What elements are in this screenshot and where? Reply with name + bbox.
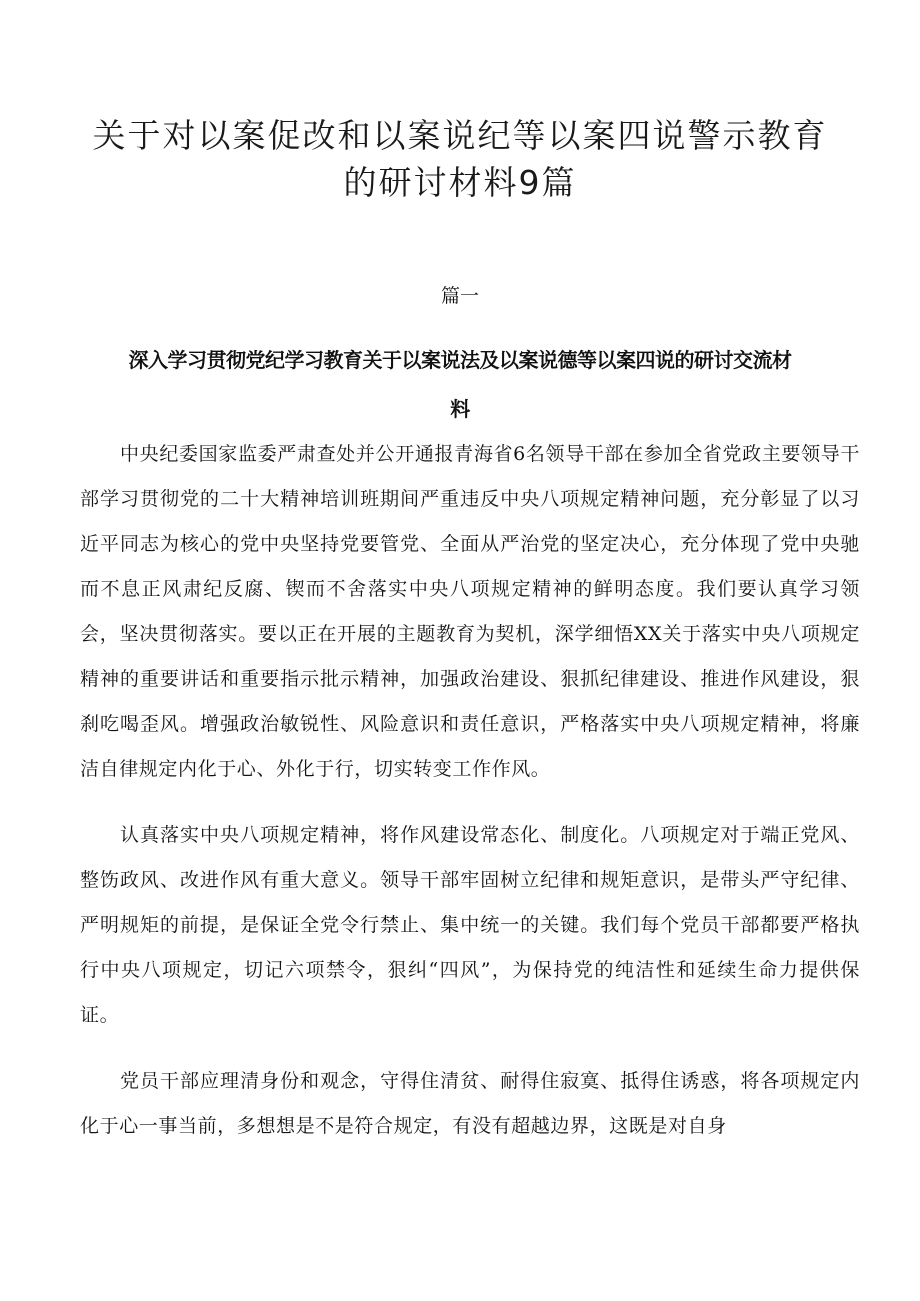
- document-title: 关于对以案促改和以案说纪等以案四说警示教育的研讨材料9篇: [92, 116, 828, 202]
- section-subtitle: 深入学习贯彻党纪学习教育关于以案说法及以案说德等以案四说的研讨交流材料: [128, 348, 792, 421]
- body-text: [80, 432, 860, 1149]
- part-label: 篇一: [440, 285, 479, 307]
- paragraph-1: 中央纪委国家监委严肃查处并公开通报青海省6名领导干部在参加全省党政主要领导干部学习贯彻党的二十大精神培训班期间严重违反中央八项规定精神问题，充分彰显了以习近平同志为核心的党中央坚持党要管党、全面从严治党的坚定决心，充分体现了党中央驰而不息正风肃纪反腐、锲而不舍落实中央八项规定精神的鲜明态度。我们要认真学习领会，坚决贯彻落实。要以正在开展的主题教育为契机，深学细悟XX关于落实中央八项规定精神的重要讲话和重要指示批示精神，加强政治建设、狠抓纪律建设、推进作风建设，狠刹吃喝歪风。增强政治敏锐性、风险意识和责任意识，严格落实中央八项规定精神，将廉洁自律规定内化于心、外化于行，切实转变工作作风。: [80, 443, 860, 780]
- paragraph-3: 党员干部应理清身份和观念，守得住清贫、耐得住寂寞、抵得住诱惑，将各项规定内化于心一事当前，多想想是不是符合规定，有没有超越边界，这既是对自身: [80, 1070, 860, 1137]
- paragraph-2: 认真落实中央八项规定精神，将作风建设常态化、制度化。八项规定对于端正党风、整饬政风、改进作风有重大意义。领导干部牢固树立纪律和规矩意识，是带头严守纪律、严明规矩的前提，是保证全党令行禁止、集中统一的关键。我们每个党员干部都要严格执行中央八项规定，切记六项禁令，狠纠“四风”，为保持党的纯洁性和延续生命力提供保证。: [80, 824, 860, 1026]
